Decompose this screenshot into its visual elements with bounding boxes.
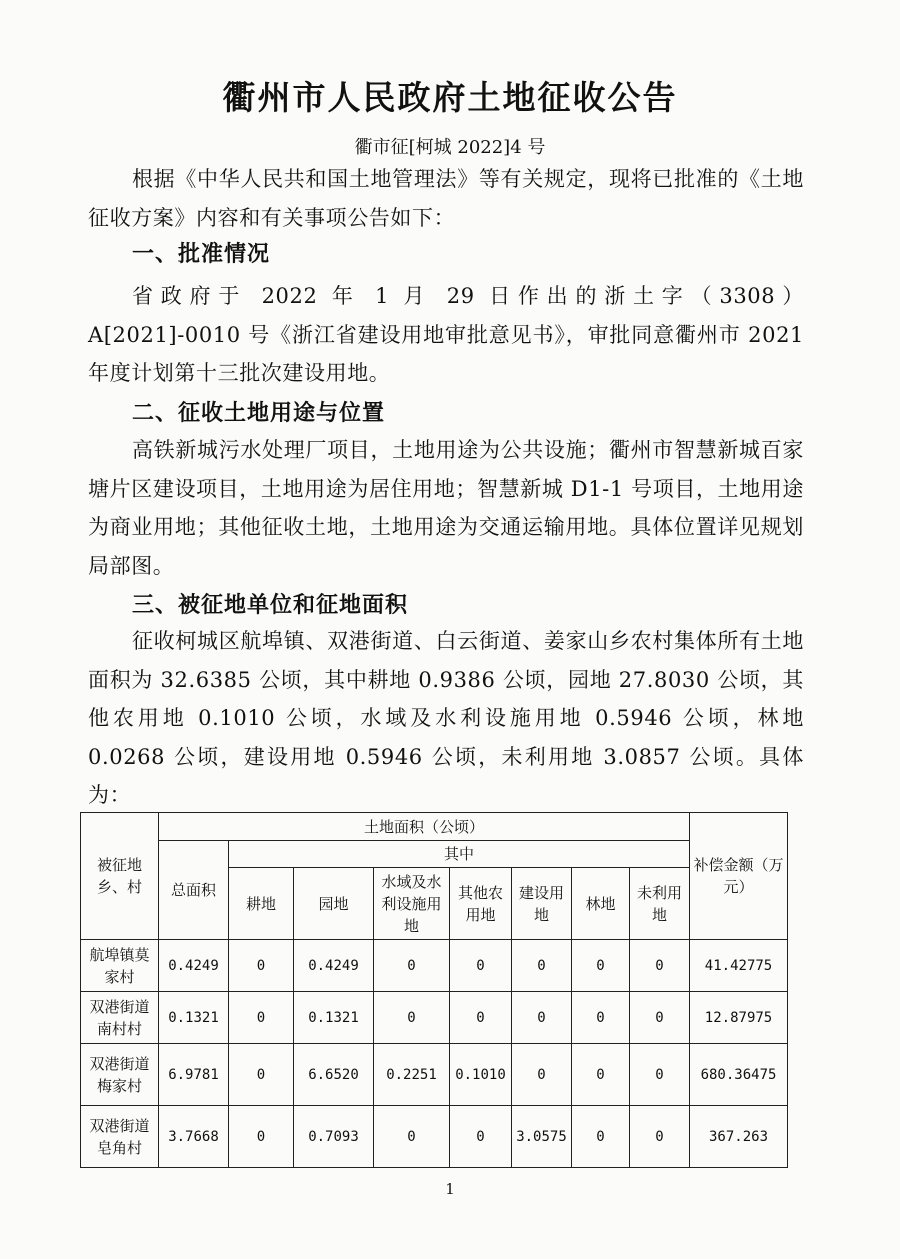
cell-construction: 3.0575 [512,1106,572,1168]
cell-village: 双港街道南村村 [81,992,159,1044]
page-number: 1 [445,1180,455,1198]
cell-forest: 0 [572,940,630,992]
table-row [81,1106,788,1168]
cell-other-agri: 0.1010 [450,1044,512,1106]
cell-cultivated: 0 [229,1044,294,1106]
col-water-header: 水域及水利设施用地 [374,868,450,940]
section-body-approval: 省政府于 2022 年 1 月 29 日作出的浙土字（3308）A[2021]-0010 号《浙江省建设用地审批意见书》，审批同意衢州市 2021 年度计划第十三批次建设用地。 [88,284,804,385]
col-unused-header: 未利用地 [630,868,690,940]
col-compensation-header: 补偿金额（万元） [690,813,788,940]
cell-unused: 0 [630,940,690,992]
cell-unused: 0 [630,1106,690,1168]
cell-garden: 0.7093 [294,1106,374,1168]
cell-village: 双港街道梅家村 [81,1044,159,1106]
cell-garden: 0.1321 [294,992,374,1044]
cell-compensation: 367.263 [690,1106,788,1168]
cell-cultivated: 0 [229,1106,294,1168]
land-area-group-header: 土地面积（公顷） [159,813,690,841]
land-area-table [80,812,788,1168]
table-row [81,940,788,992]
cell-village: 双港街道皂角村 [81,1106,159,1168]
cell-forest: 0 [572,992,630,1044]
table-row [81,992,788,1044]
document-number: 衢市征[柯城 2022]4 号 [354,137,546,158]
cell-cultivated: 0 [229,992,294,1044]
section-body-purpose: 高铁新城污水处理厂项目，土地用途为公共设施；衢州市智慧新城百家塘片区建设项目，土地用途为居住用地；智慧新城 D1-1 号项目，土地用途为商业用地；其他征收土地，土地用途为交通运输用地。具体位置详见规划局部图。 [88,438,804,578]
cell-total: 0.1321 [159,992,229,1044]
cell-other-agri: 0 [450,940,512,992]
cell-garden: 6.6520 [294,1044,374,1106]
cell-cultivated: 0 [229,940,294,992]
cell-construction: 0 [512,992,572,1044]
col-garden-header: 园地 [294,868,374,940]
page-title: 衢州市人民政府土地征收公告 [222,78,678,117]
intro-paragraph: 根据《中华人民共和国土地管理法》等有关规定，现将已批准的《土地征收方案》内容和有关事项公告如下： [88,167,804,230]
cell-village: 航埠镇莫家村 [81,940,159,992]
cell-water: 0.2251 [374,1044,450,1106]
cell-construction: 0 [512,940,572,992]
cell-unused: 0 [630,1044,690,1106]
table-row [81,1044,788,1106]
cell-other-agri: 0 [450,992,512,1044]
cell-compensation: 680.36475 [690,1044,788,1106]
cell-water: 0 [374,940,450,992]
col-village-header: 被征地乡、村 [81,813,159,940]
cell-construction: 0 [512,1044,572,1106]
col-total-header: 总面积 [159,841,229,940]
cell-water: 0 [374,992,450,1044]
cell-compensation: 41.42775 [690,940,788,992]
cell-compensation: 12.87975 [690,992,788,1044]
cell-unused: 0 [630,992,690,1044]
cell-other-agri: 0 [450,1106,512,1168]
col-forest-header: 林地 [572,868,630,940]
cell-total: 0.4249 [159,940,229,992]
cell-water: 0 [374,1106,450,1168]
among-group-header: 其中 [229,841,690,868]
cell-forest: 0 [572,1044,630,1106]
section-heading-purpose: 二、征收土地用途与位置 [132,401,386,426]
cell-total: 3.7668 [159,1106,229,1168]
section-heading-approval: 一、批准情况 [132,242,271,267]
section-heading-area: 三、被征地单位和征地面积 [132,593,409,618]
cell-forest: 0 [572,1106,630,1168]
cell-garden: 0.4249 [294,940,374,992]
section-body-area: 征收柯城区航埠镇、双港街道、白云街道、姜家山乡农村集体所有土地面积为 32.6385 公顷，其中耕地 0.9386 公顷，园地 27.8030 公顷，其他农用地 0.1010 公顷，水域及水利设施用地 0.5946 公顷，林地 0.0268 公顷，建设用地 0.5946 公顷，未利用地 3.0857 公顷。具体为： [88,629,804,807]
col-other-agri-header: 其他农用地 [450,868,512,940]
cell-total: 6.9781 [159,1044,229,1106]
col-cultivated-header: 耕地 [229,868,294,940]
col-construction-header: 建设用地 [512,868,572,940]
